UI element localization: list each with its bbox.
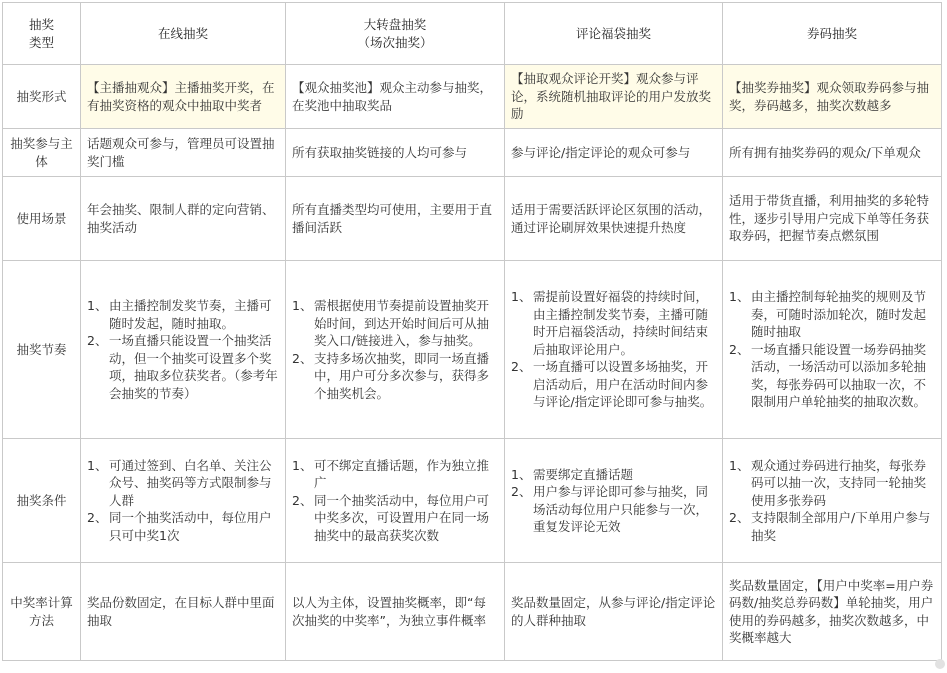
scroll-indicator[interactable] — [935, 659, 945, 669]
list-item: 1、 需提前设置好福袋的持续时间，由主播控制发奖节奏，主播可随时开启福袋活动，持续时间结束后抽取评论用户。 — [511, 289, 709, 357]
list-item: 1、 需根据使用节奏提前设置抽奖开始时间，到达开始时间后可从抽奖入口/链接进入，参与抽奖。 — [292, 298, 490, 348]
table-cell: 所有获取抽奖链接的人均可参与 — [286, 129, 505, 177]
list-item: 1、 可不绑定直播话题，作为独立推广 — [292, 457, 490, 491]
table-cell: 所有直播类型均可使用，主要用于直播间活跃 — [286, 177, 505, 261]
table-cell: 话题观众可参与，管理员可设置抽奖门槛 — [81, 129, 286, 177]
table-cell: 【主播抽观众】主播抽奖开奖，在有抽奖资格的观众中抽取中奖者 — [81, 65, 286, 129]
list-item: 2、 用户参与评论即可参与抽奖，同场活动每位用户只能参与一次，重复发评论无效 — [511, 484, 709, 534]
table-cell: 【抽奖券抽奖】观众领取券码参与抽奖，券码越多，抽奖次数越多 — [723, 65, 942, 129]
table-row — [3, 563, 942, 661]
list-item: 1、 由主播控制发奖节奏，主播可随时发起，随时抽取。 — [87, 298, 272, 331]
table-row — [3, 65, 942, 129]
header-col-wheel: 大转盘抽奖 （场次抽奖） — [286, 3, 505, 65]
table-cell — [286, 261, 505, 439]
table-cell — [81, 439, 286, 563]
step-list — [511, 288, 716, 411]
table-cell — [81, 261, 286, 439]
step-list — [292, 297, 498, 402]
step-list — [87, 297, 279, 402]
row-label: 中奖率计算方法 — [3, 563, 81, 661]
lottery-comparison-table — [2, 2, 942, 661]
table-body — [3, 65, 942, 661]
list-item: 2、 一场直播只能设置一个抽奖活动，但一个抽奖可设置多个奖项，抽取多位获奖者。（参考年会抽奖的节奏） — [87, 333, 278, 401]
table-cell — [723, 439, 942, 563]
row-label: 抽奖参与主体 — [3, 129, 81, 177]
table-cell: 奖品份数固定，在目标人群中里面抽取 — [81, 563, 286, 661]
list-item: 2、 支持多场次抽奖，即同一场直播中，用户可分多次参与，获得多个抽奖机会。 — [292, 350, 490, 401]
table-cell — [505, 439, 723, 563]
step-list — [292, 457, 498, 545]
step-list — [729, 457, 935, 545]
table-cell: 奖品数量固定，【用户中奖率=用户券码数/抽奖总券码数】单轮抽奖，用户使用的券码越多，抽奖次数越多，中奖概率越大 — [723, 563, 942, 661]
list-item: 1、 由主播控制每轮抽奖的规则及节奏，可随时添加轮次，随时发起随时抽取 — [729, 289, 927, 340]
row-label: 使用场景 — [3, 177, 81, 261]
table-cell — [286, 439, 505, 563]
header-col-comment-bag: 评论福袋抽奖 — [505, 3, 723, 65]
step-list — [729, 288, 935, 411]
list-item: 2、 支持限制全部用户/下单用户参与抽奖 — [729, 510, 931, 543]
table-cell — [505, 261, 723, 439]
table-row — [3, 261, 942, 439]
list-item: 1、 观众通过券码进行抽奖，每张券码可以抽一次，支持同一轮抽奖使用多张券码 — [729, 457, 927, 508]
table-cell: 以人为主体，设置抽奖概率，即“每次抽奖的中奖率”，为独立事件概率 — [286, 563, 505, 661]
list-item: 1、 可通过签到、白名单、关注公众号、抽奖码等方式限制参与人群 — [87, 457, 272, 508]
header-corner: 抽奖 类型 — [3, 3, 81, 65]
list-item: 2、 一场直播可以设置多场抽奖，开启活动后，用户在活动时间内参与评论/指定评论即可参与抽奖。 — [511, 359, 713, 410]
table-cell: 奖品数量固定，从参与评论/指定评论的人群种抽取 — [505, 563, 723, 661]
header-col-coupon: 券码抽奖 — [723, 3, 942, 65]
table-row — [3, 439, 942, 563]
header-col-online: 在线抽奖 — [81, 3, 286, 65]
list-item: 2、 同一个抽奖活动中，每位用户可中奖多次，可设置用户在同一场抽奖中的最高获奖次数 — [292, 492, 490, 543]
table-cell: 年会抽奖、限制人群的定向营销、抽奖活动 — [81, 177, 286, 261]
table-cell: 【观众抽奖池】观众主动参与抽奖，在奖池中抽取奖品 — [286, 65, 505, 129]
row-label: 抽奖形式 — [3, 65, 81, 129]
list-item: 2、 同一个抽奖活动中，每位用户只可中奖1次 — [87, 510, 272, 543]
list-item: 1、 需要绑定直播话题 — [511, 466, 634, 482]
table-row — [3, 177, 942, 261]
list-item: 2、 一场直播只能设置一场券码抽奖活动，一场活动可以添加多轮抽奖，每张券码可以抽取一次，不限制用户单轮抽奖的抽取次数。 — [729, 341, 927, 410]
table-cell: 【抽取观众评论开奖】观众参与评论，系统随机抽取评论的用户发放奖励 — [505, 65, 723, 129]
table-header — [3, 3, 942, 65]
step-list — [87, 457, 279, 545]
table-cell: 适用于带货直播，利用抽奖的多轮特性，逐步引导用户完成下单等任务获取券码，把握节奏点燃氛围 — [723, 177, 942, 261]
table-row — [3, 129, 942, 177]
row-label: 抽奖节奏 — [3, 261, 81, 439]
table-cell: 参与评论/指定评论的观众可参与 — [505, 129, 723, 177]
table-cell: 所有拥有抽奖券码的观众/下单观众 — [723, 129, 942, 177]
step-list — [511, 466, 716, 536]
table-cell — [723, 261, 942, 439]
table-cell: 适用于需要活跃评论区氛围的活动，通过评论刷屏效果快速提升热度 — [505, 177, 723, 261]
row-label: 抽奖条件 — [3, 439, 81, 563]
